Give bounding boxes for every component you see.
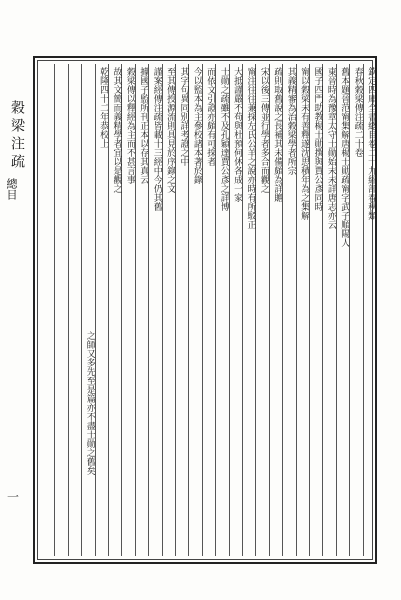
text-column: 東晉時為豫章太守士勛始末未詳唐志亦云 — [325, 67, 336, 229]
text-column: 穀梁傳以釋經為主而不甚言事 — [124, 67, 135, 184]
text-frame — [33, 56, 377, 564]
text-column: 其義精審為治穀梁學者所宗 — [285, 67, 296, 175]
text-column: 甯以穀梁未有善釋遂沈思積年為之集解 — [299, 67, 310, 220]
column-rule — [68, 64, 69, 556]
text-column: 而依文引證亦頗有可採者 — [205, 67, 216, 166]
text-column: 國子四門助教楊士勛撰與賈公彥同時 — [312, 67, 323, 211]
closing-note-column: 之師又多先至是篇亦不盡士勛之舊矣 — [84, 331, 95, 475]
text-column: 故其文簡而義精學者宜以是觀之 — [111, 67, 122, 193]
text-column: 其字句異同别詳考證之中 — [178, 67, 189, 166]
text-column: 大抵謹嚴不苟與杜預何休各成一家 — [232, 67, 243, 202]
book-title: 穀梁注疏 — [9, 100, 25, 172]
page-number: 一 — [7, 490, 20, 504]
column-rule — [54, 64, 55, 556]
text-column: 乾隆四十二年恭校上 — [98, 67, 109, 148]
text-frame-inner — [37, 60, 377, 560]
page-gutter — [8, 90, 26, 450]
text-column: 疏則取舊說之長補其未備頗為詳贍 — [272, 67, 283, 202]
text-column: 士勛之疏雖不及孔穎達賈公彥之詳博 — [218, 67, 229, 211]
text-column: 據國子監所刊正本以存其真云 — [138, 67, 149, 184]
text-column: 甯注往往兼採左氏公羊之說亦時有所駁正 — [245, 67, 256, 229]
text-column: 舊本題晉范甯集解唐楊士勛疏甯字武子順陽人 — [339, 67, 350, 247]
text-column: 宋以後三傳並行學者多合而觀之 — [258, 67, 269, 193]
text-column: 欽定四庫全書總目卷二十九經部春秋類 — [366, 67, 377, 220]
text-column: 至其傳授源流則具見於序錄之文 — [165, 67, 176, 193]
section-label: 總目 — [5, 178, 18, 200]
text-column: 今以監本為主參校諸本著於錄 — [191, 67, 202, 184]
text-column: 春秋穀梁傳注疏二十卷 — [352, 67, 363, 157]
text-column: 謹案經傳注疏皆載十三經中今仍其舊 — [151, 67, 162, 211]
